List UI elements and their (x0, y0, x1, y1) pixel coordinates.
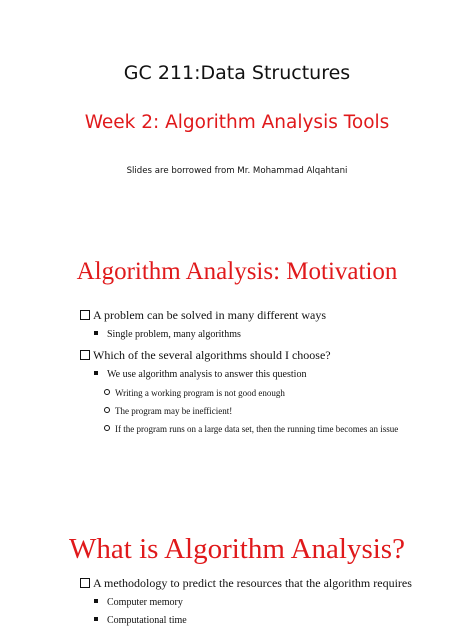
circle-bullet-icon (104, 425, 110, 431)
square-bullet-icon (94, 617, 98, 621)
bullet-level-1 (80, 348, 331, 363)
bullet-level-1 (80, 576, 412, 591)
square-bullet-icon (94, 331, 98, 335)
course-title: GC 211:Data Structures (123, 62, 351, 84)
checkbox-bullet-icon (80, 310, 90, 320)
bullet-text: Which of the several algorithms should I choose? (93, 348, 331, 362)
slide-heading: Algorithm Analysis: Motivation (76, 258, 398, 285)
bullet-text: If the program runs on a large data set, then the running time becomes an issue (115, 424, 399, 434)
bullet-level-1 (80, 308, 326, 323)
bullet-text: Computer memory (107, 597, 183, 608)
square-bullet-icon (94, 599, 98, 603)
definition-slide (0, 515, 474, 632)
bullet-level-2 (94, 597, 183, 608)
bullet-text: A methodology to predict the resources that the algorithm requires (93, 576, 412, 590)
bullet-level-3 (104, 406, 232, 416)
square-bullet-icon (94, 371, 98, 375)
checkbox-bullet-icon (80, 578, 90, 588)
circle-bullet-icon (104, 407, 110, 413)
bullet-level-3 (104, 388, 285, 398)
bullet-text: Computational time (107, 615, 187, 626)
circle-bullet-icon (104, 389, 110, 395)
bullet-text: Single problem, many algorithms (107, 329, 241, 340)
bullet-text: We use algorithm analysis to answer this question (107, 369, 307, 380)
title-slide (0, 0, 474, 225)
bullet-level-2 (94, 369, 306, 380)
bullet-text: A problem can be solved in many different ways (93, 308, 327, 322)
slide-heading: What is Algorithm Analysis? (69, 533, 405, 565)
bullet-text: The program may be inefficient! (115, 406, 233, 416)
week-subtitle: Week 2: Algorithm Analysis Tools (84, 112, 390, 133)
bullet-level-2 (94, 329, 241, 340)
motivation-slide (0, 240, 474, 450)
checkbox-bullet-icon (80, 350, 90, 360)
bullet-level-2 (94, 615, 187, 626)
bullet-level-3 (104, 424, 398, 434)
credit-line: Slides are borrowed from Mr. Mohammad Alqahtani (126, 166, 348, 176)
bullet-text: Writing a working program is not good enough (115, 388, 285, 398)
